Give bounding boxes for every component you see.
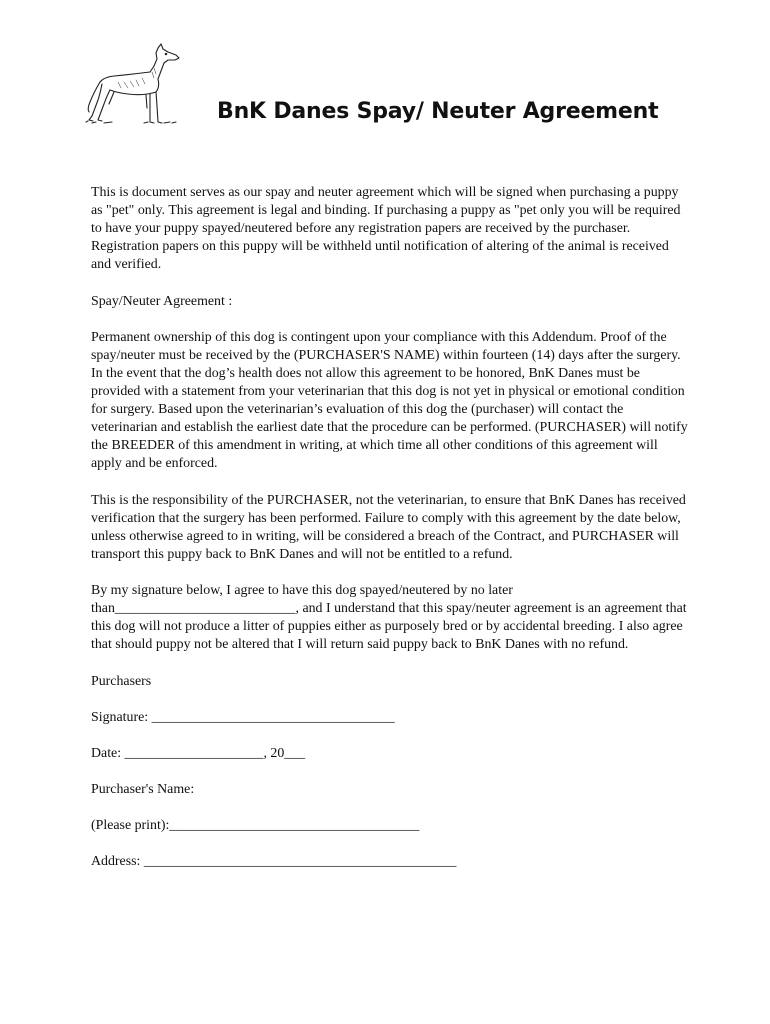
agreement-body: [91, 184, 691, 890]
address-field[interactable]: Address: _____________________________________________: [91, 854, 457, 870]
signature-clause-rest: than__________________________, and I understand that this spay/neuter agreement is an agreement that this dog will not produce a litter of puppies either as purposely bred or by accidental breeding. I also agree that should puppy not be altered that I will return said puppy back to BnK Danes with no refund.: [91, 601, 687, 653]
great-dane-icon: [84, 42, 182, 128]
signature-clause-paragraph: [91, 582, 691, 654]
signature-clause-line1: By my signature below, I agree to have this dog spayed/neutered by no later: [91, 583, 513, 599]
date-field[interactable]: Date: ____________________, 20___: [91, 745, 306, 761]
document-title: BnK Danes Spay/ Neuter Agreement: [217, 99, 659, 124]
section-heading: Spay/Neuter Agreement :: [91, 293, 233, 309]
ownership-paragraph: Permanent ownership of this dog is contingent upon your compliance with this Addendum. Proof of the spay/neuter must be received by the (PURCHASER'S NAME) within fourteen (14) days after the surgery. In the event that the dog’s health does not allow this agreement to be honored, BnK Danes must be provided with a statement from your veterinarian that this dog is not yet in physical or emotional condition for surgery. Based upon the veterinarian’s evaluation of this dog the (purchaser) will contact the veterinarian and establish the earliest date that the procedure can be performed. (PURCHASER) will notify the BREEDER of this amendment in writing, at which time all other conditions of this agreement will apply and be enforced.: [91, 329, 688, 472]
purchaser-name-label: Purchaser's Name:: [91, 782, 195, 798]
print-name-field[interactable]: (Please print):____________________________________: [91, 818, 420, 834]
purchasers-label: Purchasers: [91, 673, 152, 689]
signature-field[interactable]: Signature: ___________________________________: [91, 709, 395, 725]
intro-paragraph: This is document serves as our spay and neuter agreement which will be signed when purchasing a puppy as "pet" only. This agreement is legal and binding. If purchasing a puppy as "pet only you will be required to have your puppy spayed/neutered before any registration papers are received by the purchaser. Registration papers on this puppy will be withheld until notification of altering of the animal is received and verified.: [91, 185, 681, 273]
responsibility-paragraph: This is the responsibility of the PURCHASER, not the veterinarian, to ensure that BnK Danes has received verification that the surgery has been performed. Failure to comply with this agreement by the date below, unless otherwise agreed to in writing, will be considered a breach of the Contract, and PURCHASER will transport this puppy back to BnK Danes and will not be entitled to a refund.: [91, 492, 686, 562]
